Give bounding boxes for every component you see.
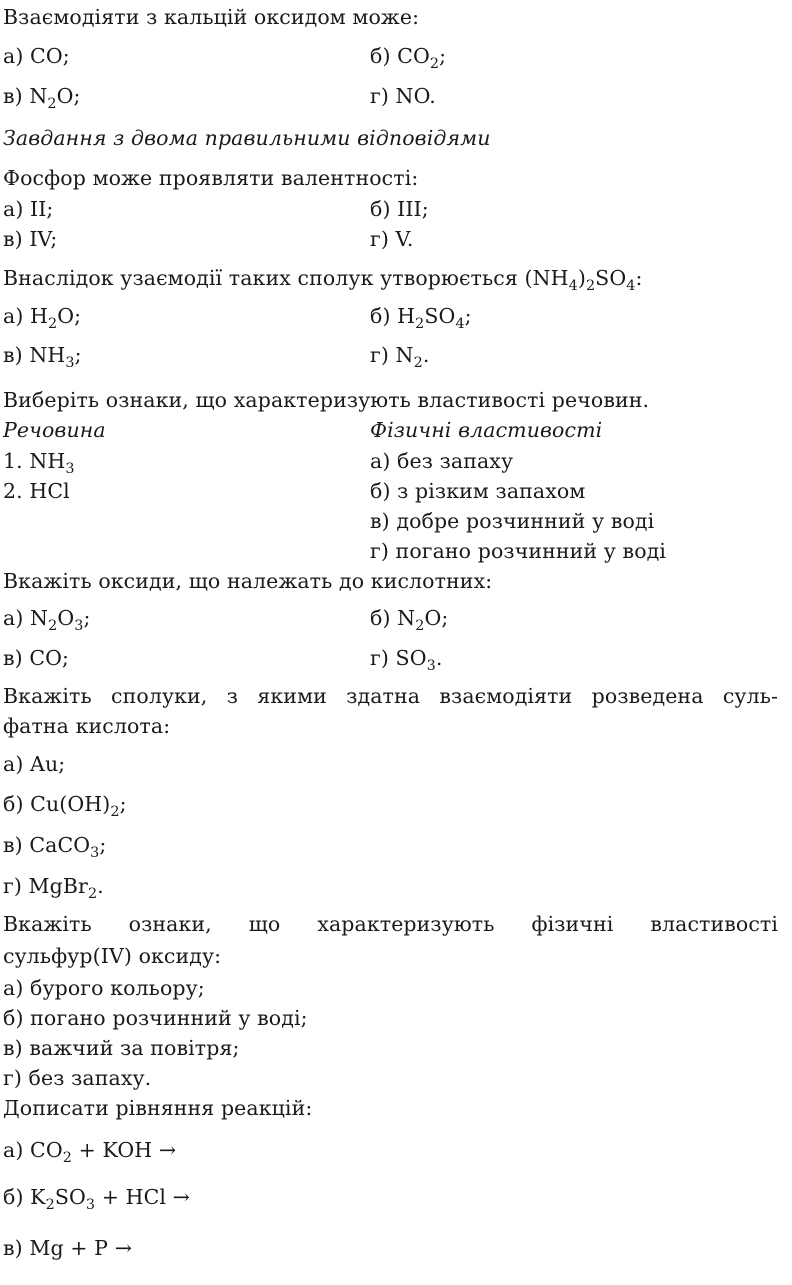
- section-header: Завдання з двома правильними відповідями: [3, 126, 491, 150]
- question-6-option-c: в) CaCO$_3$;: [3, 833, 107, 862]
- question-2-stem: Фосфор може проявляти валентності:: [3, 166, 419, 190]
- property-item: а) без запаху: [370, 449, 514, 473]
- substance-item: 1. $NH_3$: [3, 449, 75, 478]
- property-item: б) з різким запахом: [370, 479, 586, 503]
- properties-column-header: Фізичні властивості: [370, 418, 603, 442]
- question-2-option-a: а) II;: [3, 197, 54, 221]
- question-6-stem-line-2: фатна кислота:: [3, 714, 171, 738]
- question-3-option-d: г) $N_2$.: [370, 343, 430, 372]
- question-6-option-a: а) Au;: [3, 752, 66, 776]
- question-8-stem: Дописати рівняння реакцій:: [3, 1096, 313, 1120]
- question-6-stem-line-1: Вкажіть сполуки, з якими здатна взаємодіяти розведена суль-: [3, 684, 778, 708]
- question-2-option-b: б) III;: [370, 197, 429, 221]
- question-5-option-d: г) $SO_3$.: [370, 646, 443, 675]
- question-8-reaction-c: в) Mg + P →: [3, 1236, 132, 1260]
- question-5-option-a: а) $N_2O_3$;: [3, 606, 91, 635]
- question-3-option-a: а) $H_2O$;: [3, 304, 82, 333]
- question-6-option-d: г) MgBr$_2$.: [3, 874, 104, 903]
- question-7-option-a: а) бурого кольору;: [3, 976, 205, 1000]
- question-3-option-c: в) $NH_3$;: [3, 343, 82, 372]
- question-3-stem: Внаслідок узаємодії таких сполук утворюється $(NH_4)_2SO_4$:: [3, 266, 643, 295]
- question-2-option-d: г) V.: [370, 227, 414, 251]
- question-4-stem: Виберіть ознаки, що характеризують властивості речовин.: [3, 388, 650, 412]
- question-2-option-c: в) IV;: [3, 227, 58, 251]
- question-5-option-b: б) $N_2O$;: [370, 606, 449, 635]
- question-7-option-b: б) погано розчинний у воді;: [3, 1006, 308, 1030]
- question-1-option-c: в) $N_2O$;: [3, 84, 81, 113]
- question-7-option-d: г) без запаху.: [3, 1066, 152, 1090]
- question-7-stem-line-1: Вкажіть ознаки, що характеризують фізичні властивості: [3, 912, 778, 936]
- question-1-option-d: г) NO.: [370, 84, 436, 108]
- question-8-reaction-a: а) $CO_2$ + KOH →: [3, 1138, 177, 1167]
- question-6-option-b: б) $Cu(OH)_2$;: [3, 792, 127, 821]
- question-3-option-b: б) $H_2SO_4$;: [370, 304, 472, 333]
- property-item: в) добре розчинний у воді: [370, 509, 655, 533]
- question-1-option-b: б) $CO_2$;: [370, 44, 447, 73]
- question-5-stem: Вкажіть оксиди, що належать до кислотних:: [3, 569, 493, 593]
- substance-item: 2. HCl: [3, 479, 70, 503]
- question-7-stem-line-2: сульфур(IV) оксиду:: [3, 944, 222, 968]
- question-1-option-a: а) CO;: [3, 44, 70, 68]
- question-8-reaction-b: б) $K_2SO_3$ + HCl →: [3, 1185, 190, 1214]
- question-1-stem: Взаємодіяти з кальцій оксидом може:: [3, 5, 420, 29]
- substance-column-header: Речовина: [3, 418, 106, 442]
- question-7-option-c: в) важчий за повітря;: [3, 1036, 240, 1060]
- question-5-option-c: в) CO;: [3, 646, 70, 670]
- property-item: г) погано розчинний у воді: [370, 539, 667, 563]
